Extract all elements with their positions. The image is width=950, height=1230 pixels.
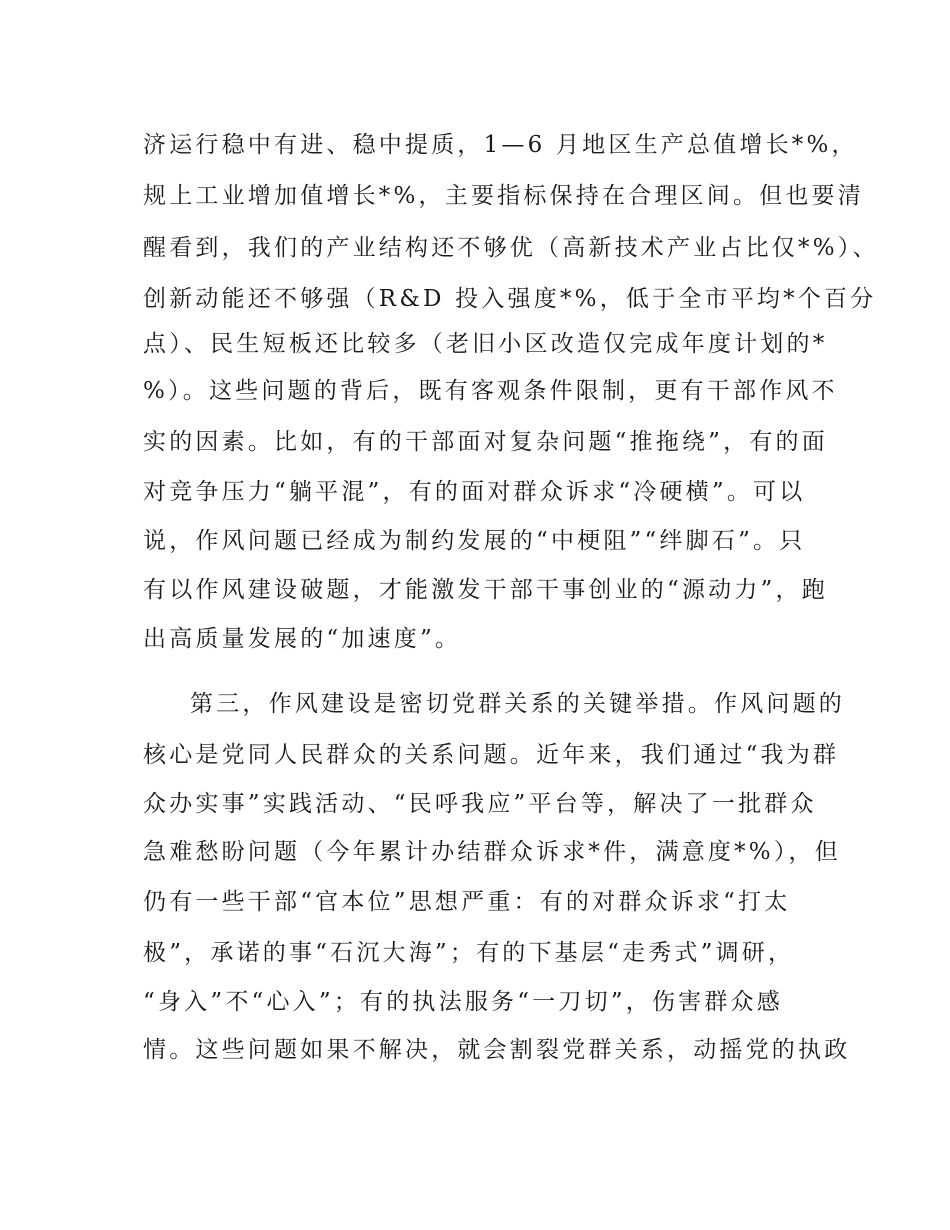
paragraph-1-line-9: 说，作风问题已经成为制约发展的“中梗阻”“绊脚石”。只: [143, 528, 806, 554]
paragraph-2-line-8: 情。这些问题如果不解决，就会割裂党群关系，动摇党的执政: [143, 1037, 851, 1063]
paragraph-1-line-4: 创新动能还不够强（R&D 投入强度*%，低于全市平均*个百分: [143, 286, 877, 312]
paragraph-2-line-5: 仍有一些干部“官本位”思想严重：有的对群众诉求“打太: [143, 889, 791, 915]
paragraph-1-line-1: 济运行稳中有进、稳中提质，1—6 月地区生产总值增长*%，: [143, 132, 858, 158]
paragraph-2-line-7: “身入”不“心入”；有的执法服务“一刀切”，伤害群众感: [143, 989, 783, 1015]
paragraph-2-line-2: 核心是党同人民群众的关系问题。近年来，我们通过“我为群: [143, 742, 840, 768]
paragraph-1-line-8: 对竞争压力“躺平混”，有的面对群众诉求“冷硬横”。可以: [143, 479, 806, 505]
paragraph-2-line-4: 急难愁盼问题（今年累计办结群众诉求*件，满意度*%），但: [143, 839, 841, 865]
paragraph-2-line-6: 极”，承诺的事“石沉大海”；有的下基层“走秀式”调研，: [143, 940, 795, 966]
paragraph-1-line-3: 醒看到，我们的产业结构还不够优（高新技术产业占比仅*%）、: [143, 235, 879, 261]
paragraph-1-line-11: 出高质量发展的“加速度”。: [143, 626, 462, 652]
paragraph-2-line-3: 众办实事”实践活动、“民呼我应”平台等，解决了一批群众: [143, 791, 817, 817]
paragraph-2-line-1: 第三，作风建设是密切党群关系的关键举措。作风问题的: [190, 691, 845, 717]
paragraph-1-line-2: 规上工业增加值增长*%，主要指标保持在合理区间。但也要清: [143, 183, 864, 209]
paragraph-1-line-5: 点）、民生短板还比较多（老旧小区改造仅完成年度计划的*: [143, 331, 828, 357]
paragraph-1-line-6: %）。这些问题的背后，既有客观条件限制，更有干部作风不: [143, 378, 838, 404]
paragraph-1-line-7: 实的因素。比如，有的干部面对复杂问题“推拖绕”，有的面: [143, 429, 828, 455]
paragraph-1-line-10: 有以作风建设破题，才能激发干部干事创业的“源动力”，跑: [143, 577, 828, 603]
